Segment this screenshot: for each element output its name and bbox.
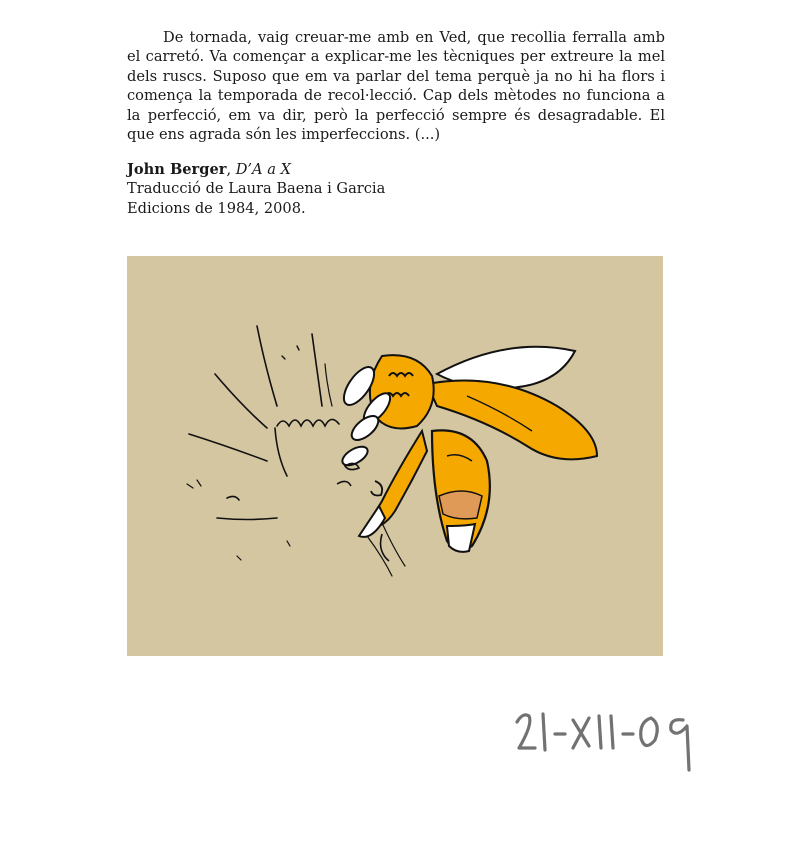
work-title: D’A a X [235,161,291,178]
bee-drawing [127,256,663,656]
edition-credit: Edicions de 1984, 2008. [127,199,306,217]
translation-credit: Traducció de Laura Baena i Garcia [127,180,386,198]
handwritten-date [505,700,705,780]
flower-sketch [187,326,405,576]
credits-block [127,160,665,218]
handwritten-date-text: 21-XII-09 [505,700,510,701]
quote-paragraph: De tornada, vaig creuar-me amb en Ved, que recollia ferralla amb el carretó. Va començar a explicar-me les tècniques per extreure la mel dels ruscs. Suposo que em va parlar del tema perquè ja no hi ha flors i comença la temporada de recol·lecció. Cap dels mètodes no funciona a la perfecció, em va dir, però la perfecció sempre és desagradable. El que ens agrada són les imperfeccions. (...) [127,29,665,144]
author-separator: , [226,161,236,178]
bee-figure [337,347,597,561]
credit-line-author [127,160,665,179]
bee-illustration [127,256,663,656]
author-name: John Berger [127,161,227,178]
